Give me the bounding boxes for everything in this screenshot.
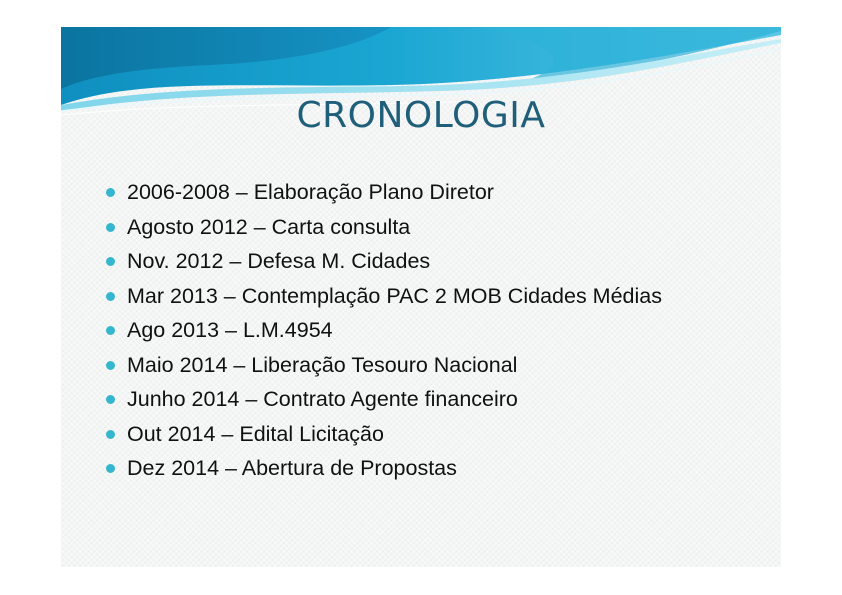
bullet-icon (106, 257, 115, 266)
list-item (106, 210, 662, 245)
bullet-icon (106, 464, 115, 473)
list-item (106, 313, 662, 348)
list-item-label: 2006-2008 – Elaboração Plano Diretor (127, 180, 494, 204)
list-item-label: Maio 2014 – Liberação Tesouro Nacional (127, 352, 518, 377)
timeline-list (106, 175, 662, 486)
bullet-icon (106, 326, 115, 335)
list-item (106, 244, 662, 279)
bullet-icon (106, 188, 115, 197)
list-item-label: Mar 2013 – Contemplação PAC 2 MOB Cidades Médias (127, 283, 662, 308)
list-item (106, 175, 662, 210)
list-item-label: Nov. 2012 – Defesa M. Cidades (127, 249, 431, 273)
list-item-label: Junho 2014 – Contrato Agente financeiro (127, 387, 518, 411)
list-item (106, 279, 662, 314)
list-item (106, 451, 662, 486)
slide-title: CRONOLOGIA (296, 95, 546, 136)
bullet-icon (106, 361, 115, 370)
bullet-icon (106, 223, 115, 232)
list-item-label: Ago 2013 – L.M.4954 (127, 318, 333, 342)
list-item-label: Out 2014 – Edital Licitação (127, 421, 384, 446)
bullet-icon (106, 395, 115, 404)
list-item-label: Dez 2014 – Abertura de Propostas (127, 456, 457, 480)
list-item (106, 382, 662, 417)
list-item (106, 348, 662, 383)
list-item (106, 417, 662, 452)
list-item-label: Agosto 2012 – Carta consulta (127, 214, 411, 239)
bullet-icon (106, 430, 115, 439)
bullet-icon (106, 292, 115, 301)
slide (61, 27, 781, 567)
